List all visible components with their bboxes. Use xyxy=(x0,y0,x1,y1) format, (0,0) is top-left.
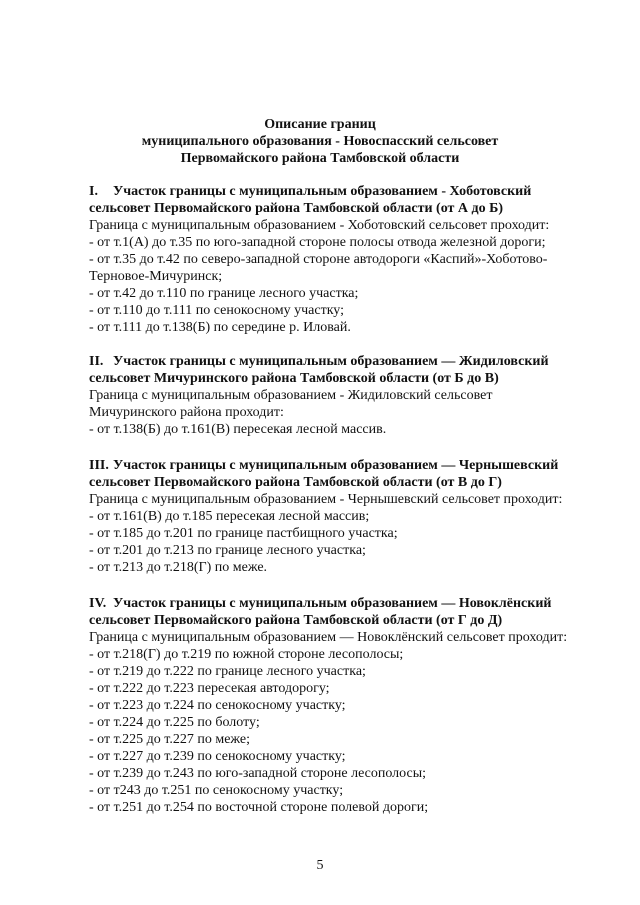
section-line: - от т.222 до т.223 пересекая автодорогу; xyxy=(89,681,330,696)
title-line-3: Первомайского района Тамбовской области xyxy=(180,151,460,166)
section-line: Мичуринского района проходит: xyxy=(89,405,284,420)
section-line: Граница с муниципальным образованием - Жидиловский сельсовет xyxy=(89,388,493,403)
section-line: - от т.138(Б) до т.161(В) пересекая лесной массив. xyxy=(89,422,387,437)
section-heading-continued: сельсовет Первомайского района Тамбовской области (от Г до Д) xyxy=(89,613,503,628)
section-heading-continued: сельсовет Первомайского района Тамбовской области (от В до Г) xyxy=(89,475,502,490)
section-line: - от т.224 до т.225 по болоту; xyxy=(89,715,260,730)
section-line: - от т.1(А) до т.35 по юго-западной стороне полосы отвода железной дороги; xyxy=(89,235,546,250)
section-line: Граница с муниципальным образованием - Чернышевский сельсовет проходит: xyxy=(89,492,563,507)
section-4 xyxy=(89,595,619,816)
section-line: - от т.35 до т.42 по северо-западной стороне автодороги «Каспий»-Хоботово- xyxy=(89,252,548,267)
section-line: - от т.225 до т.227 по меже; xyxy=(89,732,251,747)
section-line: Граница с муниципальным образованием - Хоботовский сельсовет проходит: xyxy=(89,218,550,233)
section-heading-continued: сельсовет Мичуринского района Тамбовской области (от Б до В) xyxy=(89,371,499,386)
section-heading xyxy=(89,353,619,370)
section-line: - от т.239 до т.243 по юго-западной стороне лесополосы; xyxy=(89,766,426,781)
section-numeral: III. xyxy=(89,458,109,473)
section-line: - от т243 до т.251 по сенокосному участку; xyxy=(89,783,344,798)
section-1 xyxy=(89,183,619,336)
section-line: Граница с муниципальным образованием — Новоклёнский сельсовет проходит: xyxy=(89,630,568,645)
section-line: - от т.111 до т.138(Б) по середине р. Иловай. xyxy=(89,320,351,335)
section-heading-text: Участок границы с муниципальным образованием - Хоботовский xyxy=(113,184,532,199)
section-heading-continued: сельсовет Первомайского района Тамбовской области (от А до Б) xyxy=(89,201,504,216)
section-line: - от т.227 до т.239 по сенокосному участку; xyxy=(89,749,346,764)
page-number: 5 xyxy=(316,858,324,873)
section-heading-text: Участок границы с муниципальным образованием — Жидиловский xyxy=(113,354,549,369)
section-line: - от т.161(В) до т.185 пересекая лесной массив; xyxy=(89,509,370,524)
section-numeral: IV. xyxy=(89,596,107,611)
section-numeral: II. xyxy=(89,354,104,369)
section-numeral: I. xyxy=(89,184,98,199)
section-line: - от т.110 до т.111 по сенокосному участку; xyxy=(89,303,345,318)
section-heading xyxy=(89,457,619,474)
section-line: - от т.201 до т.213 по границе лесного участка; xyxy=(89,543,366,558)
section-3 xyxy=(89,457,619,576)
title-line-2: муниципального образования - Новоспасский сельсовет xyxy=(141,134,499,149)
section-line: - от т.251 до т.254 по восточной стороне полевой дороги; xyxy=(89,800,429,815)
section-heading-text: Участок границы с муниципальным образованием — Чернышевский xyxy=(113,458,559,473)
title-line-1: Описание границ xyxy=(264,117,376,132)
document-title xyxy=(0,116,640,167)
section-line: - от т.185 до т.201 по границе пастбищного участка; xyxy=(89,526,398,541)
section-line: - от т.213 до т.218(Г) по меже. xyxy=(89,560,268,575)
section-heading xyxy=(89,595,619,612)
section-line: - от т.42 до т.110 по границе лесного участка; xyxy=(89,286,359,301)
section-line: - от т.219 до т.222 по границе лесного участка; xyxy=(89,664,366,679)
section-2 xyxy=(89,353,619,438)
section-line: - от т.218(Г) до т.219 по южной стороне лесополосы; xyxy=(89,647,404,662)
section-line: Терновое-Мичуринск; xyxy=(89,269,223,284)
section-heading xyxy=(89,183,619,200)
section-heading-text: Участок границы с муниципальным образованием — Новоклёнский xyxy=(113,596,552,611)
section-line: - от т.223 до т.224 по сенокосному участку; xyxy=(89,698,346,713)
